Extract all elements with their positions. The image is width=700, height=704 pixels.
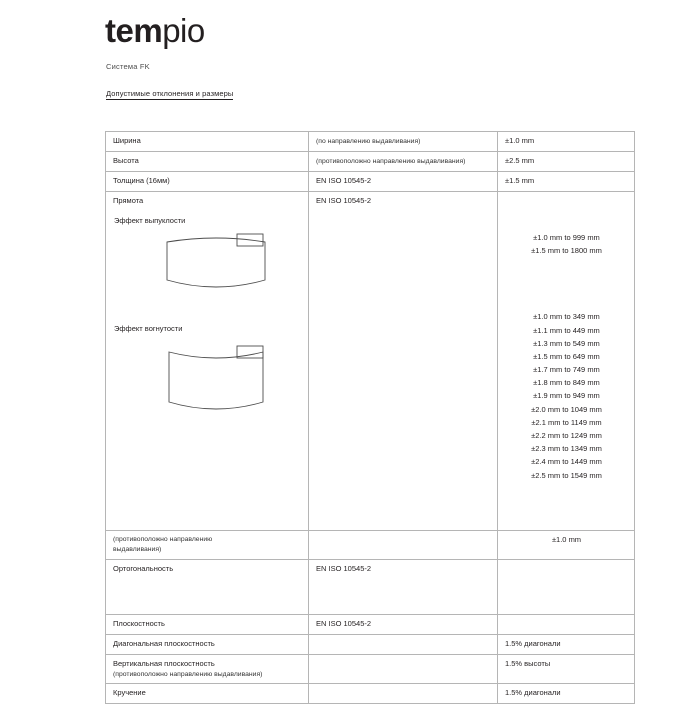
- param-note-line2: выдавливания): [113, 545, 162, 553]
- cell-value-opposite: [498, 530, 635, 559]
- table-row: [106, 132, 635, 152]
- concave-effect-diagram: [161, 344, 271, 428]
- cell-standard-straightness: [309, 191, 498, 530]
- cell-standard-flatness: [309, 615, 498, 635]
- cell-value-width: [498, 132, 635, 152]
- cell-param-vertical-flatness: [106, 654, 309, 684]
- cell-standard-empty: [309, 634, 498, 654]
- param-label: Высота: [113, 155, 139, 165]
- param-value: ±2.5 mm: [505, 155, 535, 165]
- param-value: 1.5% диагонали: [505, 638, 561, 648]
- concave-value: ±1.0 mm to 349 mm: [533, 312, 600, 322]
- table-row-opposite-direction: [106, 530, 635, 559]
- convex-value: ±1.0 mm to 999 mm: [533, 233, 600, 243]
- specifications-table: [105, 131, 635, 704]
- cell-note-width: [309, 132, 498, 152]
- figure-label-concave: Эффект вогнутости: [114, 323, 183, 333]
- param-value: ±1.5 mm: [505, 175, 535, 185]
- concave-shape-svg: [161, 344, 271, 424]
- cell-param-flatness: [106, 615, 309, 635]
- concave-value: ±1.7 mm to 749 mm: [533, 365, 600, 375]
- concave-value: ±2.3 mm to 1349 mm: [531, 444, 602, 454]
- concave-value: ±2.2 mm to 1249 mm: [531, 431, 602, 440]
- param-value: 1.5% диагонали: [505, 688, 561, 698]
- cell-param-diagonal-flatness: [106, 634, 309, 654]
- table-row-flatness: [106, 615, 635, 635]
- concave-value: ±1.1 mm to 449 mm: [533, 325, 600, 335]
- concave-value: ±1.8 mm to 849 mm: [533, 378, 600, 388]
- param-label: Диагональная плоскостность: [113, 638, 215, 648]
- cell-value-twist: [498, 684, 635, 704]
- convex-value: ±1.5 mm to 1800 mm: [531, 246, 602, 256]
- param-label: Вертикальная плоскостность: [113, 658, 215, 668]
- cell-param-thickness: [106, 171, 309, 191]
- convex-shape-svg: [161, 232, 271, 307]
- param-note: (противоположно направлению выдавливания): [316, 157, 466, 165]
- convex-effect-diagram: [161, 232, 271, 311]
- values-spacer: [505, 218, 628, 231]
- cell-note-height: [309, 151, 498, 171]
- param-note: (по направлению выдавливания): [316, 138, 421, 145]
- standard-label: EN ISO 10545-2: [316, 619, 372, 628]
- concave-value: ±2.0 mm to 1049 mm: [531, 404, 602, 414]
- values-spacer: [505, 205, 628, 218]
- standard-label: EN ISO 10545-2: [316, 195, 372, 205]
- param-value: ±1.0 mm: [505, 136, 535, 145]
- cell-standard-empty: [309, 654, 498, 684]
- table-row: [106, 171, 635, 191]
- figure-label-convex: Эффект выпуклости: [114, 215, 186, 225]
- brand-title: [105, 14, 205, 47]
- cell-standard-orthogonality: [309, 560, 498, 615]
- cell-value-thickness: [498, 171, 635, 191]
- table-row-orthogonality: [106, 560, 635, 615]
- cell-param-orthogonality: [106, 560, 309, 615]
- values-spacer: [505, 271, 628, 284]
- cell-param-twist: [106, 684, 309, 704]
- table-row: [106, 684, 635, 704]
- cell-param-width: [106, 132, 309, 152]
- cell-standard-thickness: [309, 171, 498, 191]
- param-label: Толщина (16мм): [113, 175, 170, 185]
- cell-value-orthogonality: [498, 560, 635, 615]
- concave-value: ±1.5 mm to 649 mm: [533, 351, 600, 361]
- table-row: [106, 151, 635, 171]
- cell-values-straightness: [498, 191, 635, 530]
- concave-value: ±2.1 mm to 1149 mm: [531, 417, 602, 427]
- cell-value-vertical-flatness: [498, 654, 635, 684]
- param-value: 1.5% высоты: [505, 658, 551, 668]
- brand-title-light: pio: [162, 12, 205, 49]
- cell-standard-opposite: [309, 530, 498, 559]
- brand-title-bold: tem: [105, 12, 163, 49]
- concave-value: ±2.4 mm to 1449 mm: [531, 457, 602, 467]
- param-label: Ортогональность: [113, 564, 174, 573]
- values-spacer: [505, 284, 628, 297]
- concave-value: ±1.9 mm to 949 mm: [533, 391, 600, 401]
- values-spacer: [505, 258, 628, 271]
- standard-label: EN ISO 10545-2: [316, 175, 372, 185]
- specifications-table-wrapper: [105, 131, 602, 704]
- values-spacer: [505, 297, 628, 310]
- cell-standard-empty: [309, 684, 498, 704]
- concave-value: ±1.3 mm to 549 mm: [533, 338, 600, 348]
- param-label: Ширина: [113, 136, 141, 145]
- concave-value: ±2.5 mm to 1549 mm: [531, 470, 602, 480]
- cell-value-flatness: [498, 615, 635, 635]
- param-note: (противоположно направлению выдавливания): [113, 670, 263, 678]
- section-heading-link[interactable]: Допустимые отклонения и размеры: [106, 89, 234, 98]
- figures-container: [113, 196, 302, 526]
- cell-value-diagonal-flatness: [498, 634, 635, 654]
- cell-value-height: [498, 151, 635, 171]
- cell-param-opposite: [106, 530, 309, 559]
- param-label: Кручение: [113, 688, 146, 698]
- values-spacer: [505, 192, 628, 205]
- table-row: [106, 634, 635, 654]
- table-row-straightness: [106, 191, 635, 530]
- cell-straightness-figures: [106, 191, 309, 530]
- param-value: ±1.0 mm: [551, 534, 582, 544]
- param-label: Плоскостность: [113, 619, 165, 628]
- cell-param-height: [106, 151, 309, 171]
- standard-label: EN ISO 10545-2: [316, 564, 372, 573]
- param-label-straightness: Прямота: [113, 195, 144, 205]
- document-subtitle: Система FK: [106, 62, 150, 71]
- param-note-line1: (противоположно направлению: [113, 535, 213, 543]
- table-row: [106, 654, 635, 684]
